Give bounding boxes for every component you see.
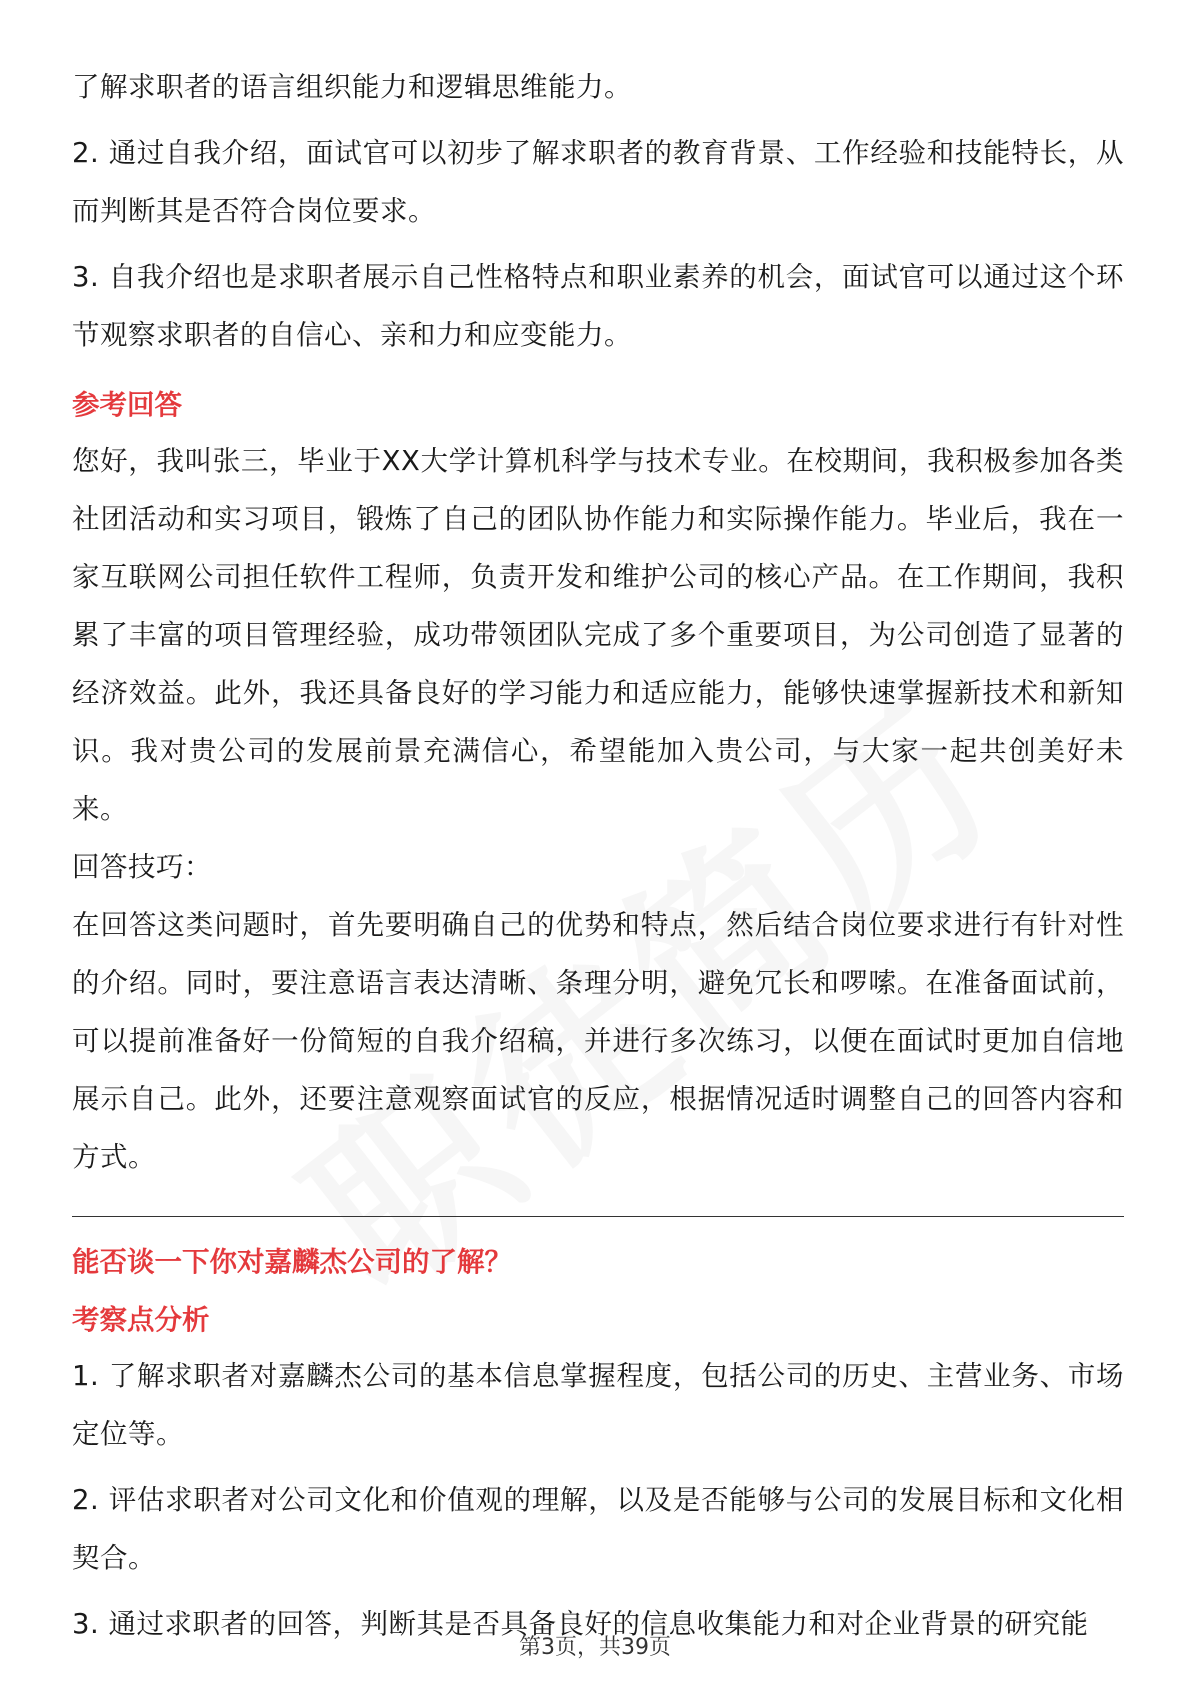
- analysis-point-1: 1. 了解求职者对嘉麟杰公司的基本信息掌握程度，包括公司的历史、主营业务、市场定位等。: [72, 1360, 1124, 1450]
- document-page: [72, 58, 1124, 1653]
- page-number: 第3页，共39页: [519, 1635, 671, 1660]
- answer-tips-label: 回答技巧：: [72, 851, 212, 883]
- answer-tips-text: 在回答这类问题时，首先要明确自己的优势和特点，然后结合岗位要求进行有针对性的介绍。同时，要注意语言表达清晰、条理分明，避免冗长和啰嗦。在准备面试前，可以提前准备好一份简短的自我介绍稿，并进行多次练习，以便在面试时更加自信地展示自己。此外，还要注意观察面试官的反应，根据情况适时调整自己的回答内容和方式。: [72, 909, 1124, 1173]
- analysis-point-2: 2. 评估求职者对公司文化和价值观的理解，以及是否能够与公司的发展目标和文化相契合。: [72, 1484, 1124, 1574]
- intro-point-tail: 了解求职者的语言组织能力和逻辑思维能力。: [72, 71, 632, 103]
- analysis-point-3: 3. 通过求职者的回答，判断其是否具备良好的信息收集能力和对企业背景的研究能: [72, 1608, 1089, 1640]
- intro-point-3: 3. 自我介绍也是求职者展示自己性格特点和职业素养的机会，面试官可以通过这个环节观察求职者的自信心、亲和力和应变能力。: [72, 261, 1124, 351]
- reference-answer-text: 您好，我叫张三，毕业于XX大学计算机科学与技术专业。在校期间，我积极参加各类社团活动和实习项目，锻炼了自己的团队协作能力和实际操作能力。毕业后，我在一家互联网公司担任软件工程师，负责开发和维护公司的核心产品。在工作期间，我积累了丰富的项目管理经验，成功带领团队完成了多个重要项目，为公司创造了显著的经济效益。此外，我还具备良好的学习能力和适应能力，能够快速掌握新技术和新知识。我对贵公司的发展前景充满信心，希望能加入贵公司，与大家一起共创美好未来。: [72, 445, 1124, 825]
- reference-answer-heading: 参考回答: [72, 389, 182, 421]
- section-divider: [72, 1216, 1124, 1217]
- analysis-heading: 考察点分析: [72, 1304, 210, 1336]
- intro-point-2: 2. 通过自我介绍，面试官可以初步了解求职者的教育背景、工作经验和技能特长，从而判断其是否符合岗位要求。: [72, 137, 1124, 227]
- question-title: 能否谈一下你对嘉麟杰公司的了解？: [72, 1246, 512, 1278]
